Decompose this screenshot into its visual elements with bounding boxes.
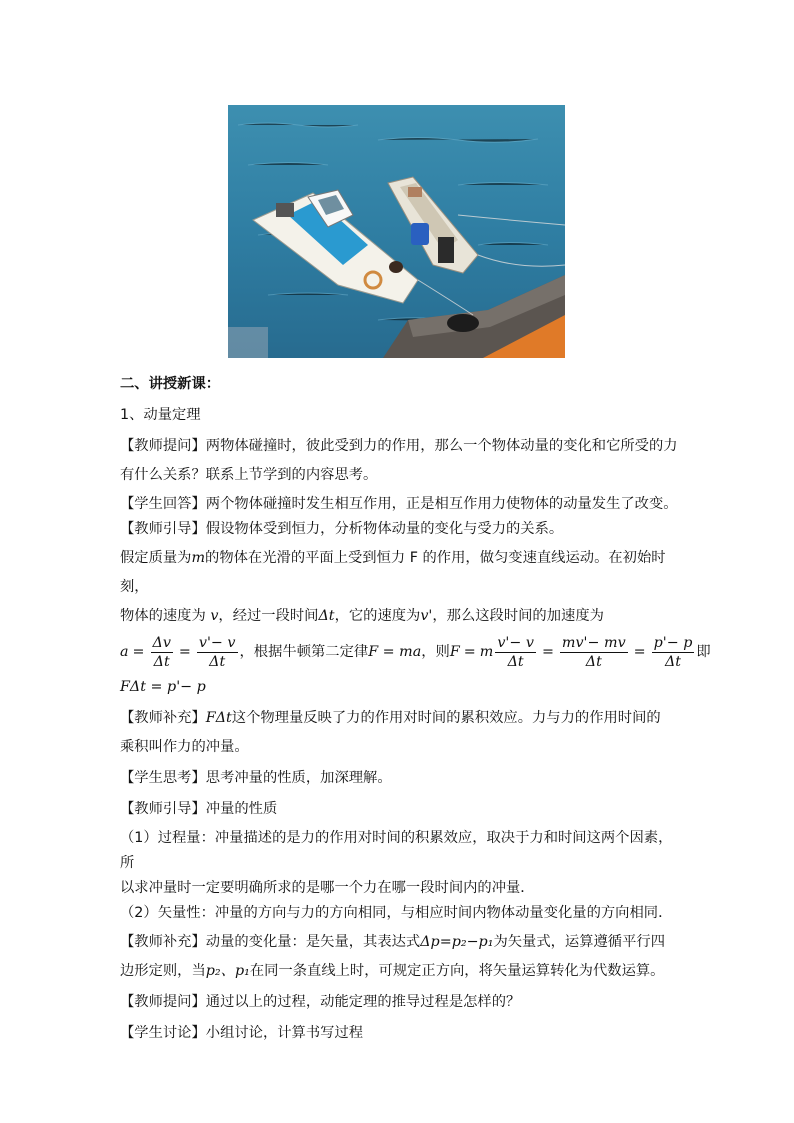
teacher-supplement-1 xyxy=(120,704,680,762)
math-delta-p: Δp=p₂−p₁ xyxy=(420,934,494,950)
para-text: ，根据牛顿第二定律 xyxy=(239,643,369,660)
para-text: 为矢量式，运算遵循平行四 xyxy=(493,934,665,950)
denominator: Δt xyxy=(585,653,602,670)
para-text: 假定质量为 xyxy=(120,550,192,566)
equals-sign: = xyxy=(633,643,646,660)
boats-photo xyxy=(228,105,565,358)
boats-illustration xyxy=(228,105,565,358)
section-heading: 二、讲授新课： xyxy=(120,376,221,392)
fraction-vdiff-dt xyxy=(197,634,238,671)
role-tag: 【教师引导】 xyxy=(120,801,206,817)
denominator: Δt xyxy=(153,653,170,670)
role-tag: 【教师补充】 xyxy=(120,710,206,726)
para-text: 物体的速度为 xyxy=(120,608,206,624)
math-v: v xyxy=(210,608,219,624)
math-F-dt: FΔt xyxy=(205,710,232,726)
para-text: 思考冲量的性质，加深理解。 xyxy=(205,770,392,786)
student-discussion xyxy=(120,1019,680,1048)
role-tag: 【学生思考】 xyxy=(120,770,206,786)
impulse-formula xyxy=(120,673,680,702)
property-vector xyxy=(120,901,680,926)
math-p2-p1: p₂、p₁ xyxy=(205,963,250,979)
math-m: m xyxy=(479,643,494,660)
para-text: 两个物体碰撞时发生相互作用，正是相互作用力使物体的动量发生了改变。 xyxy=(205,496,678,512)
role-tag: 【学生讨论】 xyxy=(120,1025,206,1041)
para-text: ，经过一段时间 xyxy=(218,608,319,624)
denominator: Δt xyxy=(507,653,524,670)
fraction-mvdiff-dt xyxy=(560,634,628,671)
role-tag: 【教师补充】 xyxy=(120,934,206,950)
para-text: ，它的速度为 xyxy=(334,608,421,624)
para-text: 乘积叫作力的冲量。 xyxy=(120,739,249,755)
math-m: m xyxy=(191,550,206,566)
equals-sign: = xyxy=(178,643,191,660)
property-process xyxy=(120,826,680,901)
para-text: ，那么这段时间的加速度为 xyxy=(432,608,604,624)
math-F: F xyxy=(449,643,460,660)
student-answer-1 xyxy=(120,492,680,517)
math-newton-law: F = ma xyxy=(368,643,422,660)
para-text: 动量的变化量：是矢量，其表达式 xyxy=(205,934,421,950)
para-text: 这个物理量反映了力的作用对时间的累积效应。力与力的作用时间的 xyxy=(231,710,661,726)
student-think xyxy=(120,764,680,793)
para-text: （2）矢量性：冲量的方向与力的方向相同，与相应时间内物体动量变化量的方向相同． xyxy=(120,905,673,921)
fraction-vdiff-dt-2 xyxy=(495,634,536,671)
numerator: p'− p xyxy=(653,634,693,651)
para-text: 即 xyxy=(696,643,711,660)
math-v-prime: v' xyxy=(420,608,433,624)
role-tag: 【学生回答】 xyxy=(120,496,206,512)
denominator: Δt xyxy=(664,653,682,670)
numerator: v'− v xyxy=(497,634,534,651)
para-text: 通过以上的过程，动能定理的推导过程是怎样的？ xyxy=(205,994,521,1010)
role-tag: 【教师引导】 xyxy=(120,521,206,537)
derivation-paragraph xyxy=(120,544,680,631)
teacher-guide-2 xyxy=(120,795,680,824)
para-text: 在同一条直线上时，可规定正方向，将矢量运算转化为代数运算。 xyxy=(249,963,665,979)
equals-sign: = xyxy=(463,643,476,660)
role-tag: 【教师提问】 xyxy=(120,438,206,454)
lesson-content xyxy=(120,370,711,1048)
numerator: Δv xyxy=(152,634,171,651)
teacher-question-1 xyxy=(120,432,680,490)
para-text: 两物体碰撞时，彼此受到力的作用，那么一个物体动量的变化和它所受的力 xyxy=(205,438,678,454)
numerator: v'− v xyxy=(198,634,236,651)
numerator: mv'− mv xyxy=(561,634,626,651)
para-text: 以求冲量时一定要明确所求的是哪一个力在哪一段时间内的冲量． xyxy=(120,880,535,896)
subsection-heading: 1、动量定理 xyxy=(120,407,201,423)
teacher-supplement-2 xyxy=(120,928,680,986)
math-dt: Δt xyxy=(318,608,335,624)
teacher-question-2 xyxy=(120,988,680,1017)
math-a: a xyxy=(120,643,129,660)
equals-sign: = xyxy=(132,643,145,660)
para-text: ，则 xyxy=(421,643,450,660)
fraction-dv-dt xyxy=(151,634,173,671)
equals-sign: = xyxy=(541,643,554,660)
para-text: 冲量的性质 xyxy=(205,801,278,817)
para-text: （1）过程量：冲量描述的是力的作用对时间的积累效应，取决于力和时间这两个因素，所 xyxy=(120,830,673,871)
para-text: 小组讨论，计算书写过程 xyxy=(205,1025,364,1041)
teacher-guide-1 xyxy=(120,517,680,542)
fraction-pdiff-dt xyxy=(652,634,695,671)
formula-row xyxy=(120,631,711,673)
para-text: 边形定则，当 xyxy=(120,963,206,979)
denominator: Δt xyxy=(209,653,226,670)
para-text: 假设物体受到恒力，分析物体动量的变化与受力的关系。 xyxy=(205,521,564,537)
role-tag: 【教师提问】 xyxy=(120,994,206,1010)
math-impulse-theorem: FΔt = p'− p xyxy=(120,679,206,695)
para-text: 的物体在光滑的平面上受到恒力 F 的作用，做匀变速直线运动。在初始时刻， xyxy=(120,550,666,595)
para-text: 有什么关系？联系上节学到的内容思考。 xyxy=(120,467,378,483)
